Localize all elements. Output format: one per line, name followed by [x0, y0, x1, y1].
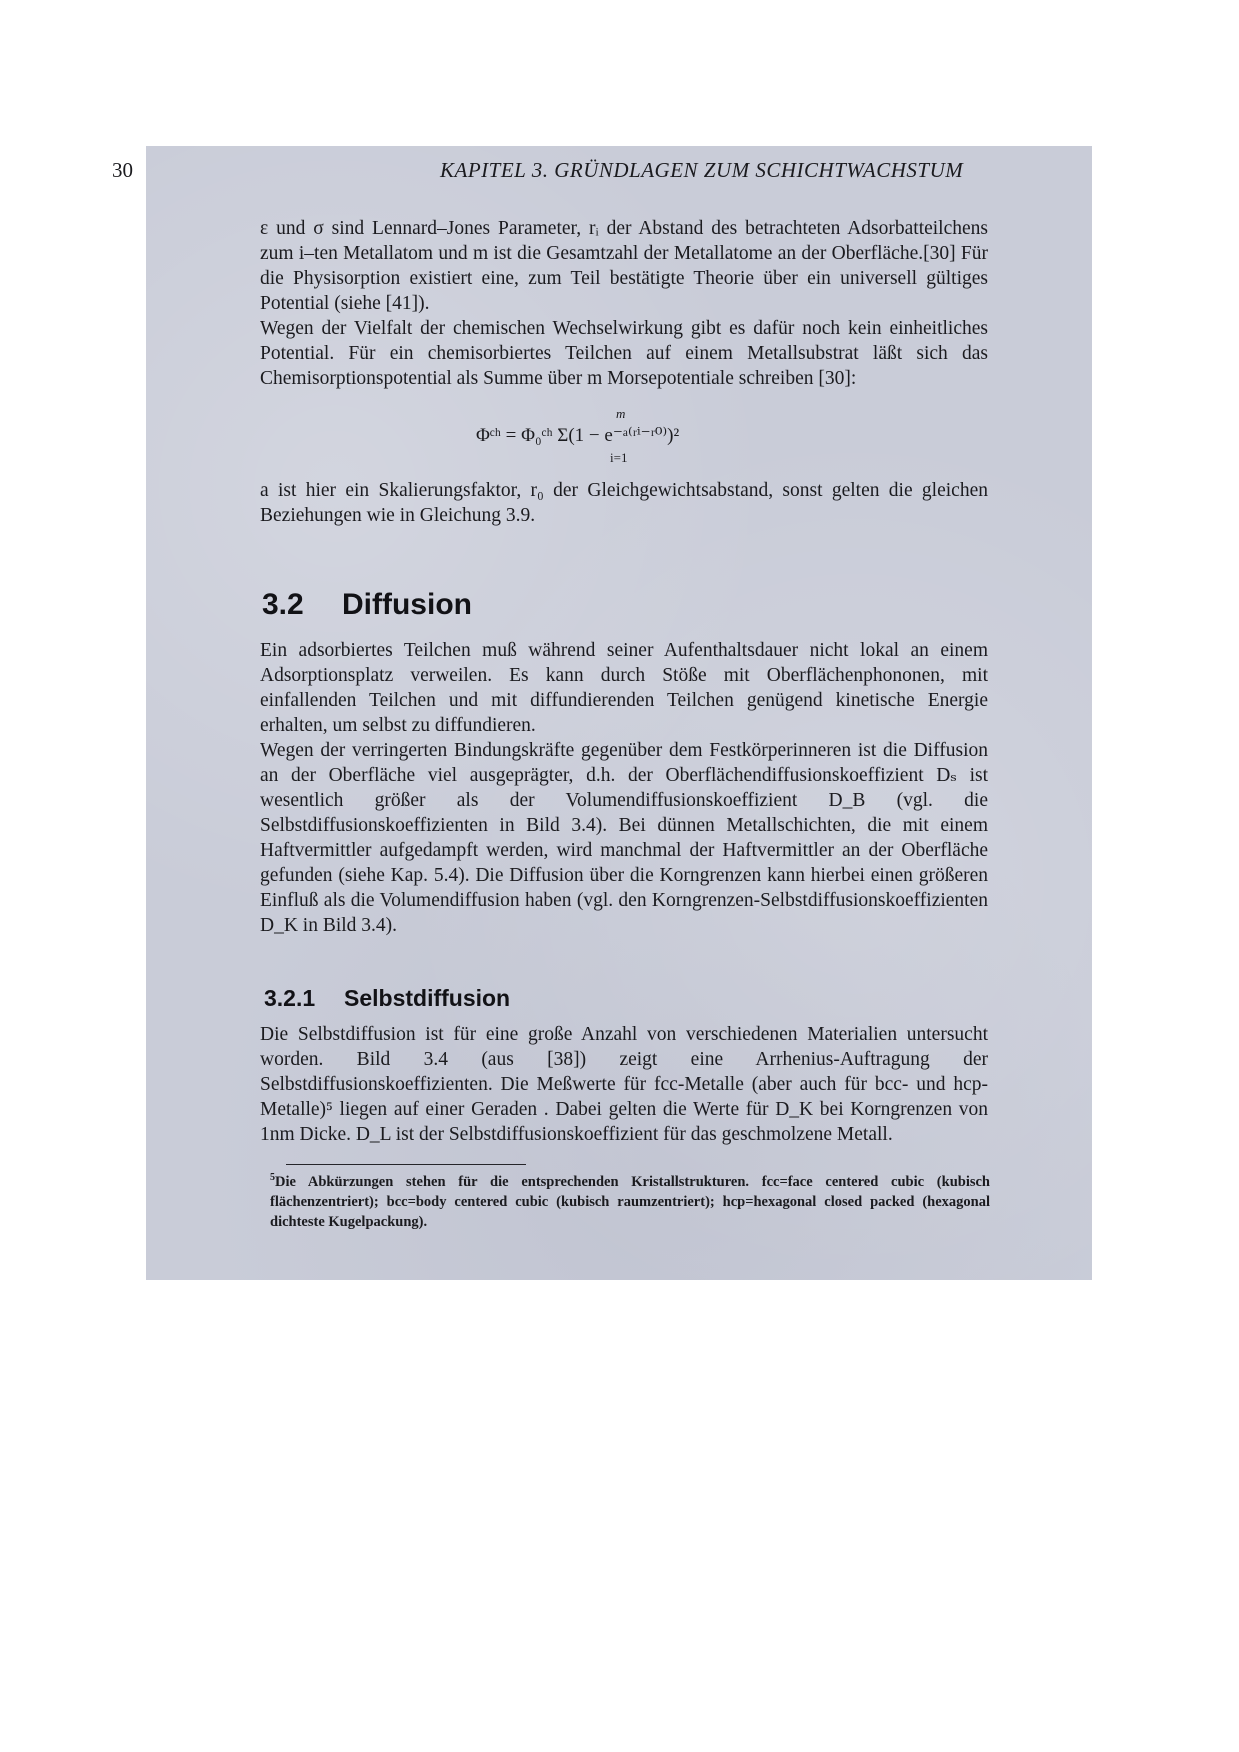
footnote-text: Die Abkürzungen stehen für die entsprechenden Kristallstrukturen. fcc=face centered cubic (kubisch flächenzentriert); bcc=body centered cubic (kubisch raumzentriert); hcp=hexagonal closed packed (hexagonal dichteste Kugelpackung).	[270, 1173, 990, 1230]
subsection-heading-selbstdiffusion	[264, 985, 510, 1012]
section-title: Diffusion	[342, 588, 472, 621]
subsection-number: 3.2.1	[264, 985, 316, 1011]
sum-lower-limit: i=1	[610, 450, 628, 465]
subsection-body	[260, 1022, 988, 1147]
subsection-paragraph-1: Die Selbstdiffusion ist für eine große Anzahl von verschiedenen Materialien untersucht worden. Bild 3.4 (aus [38]) zeigt eine Arrhenius-Auftragung der Selbstdiffusionskoeffizienten. Die Meßwerte für fcc-Metalle (aber auch für bcc- und hcp-Metalle)⁵ liegen auf einer Geraden . Dabei gelten die Werte für D_K bei Korngrenzen von 1nm Dicke. D_L ist der Selbstdiffusionskoeffizient für das geschmolzene Metall.	[260, 1024, 988, 1145]
subsection-title: Selbstdiffusion	[344, 985, 511, 1011]
section-paragraph-1: Ein adsorbiertes Teilchen muß während seiner Aufenthaltsdauer nicht lokal an einem Adsorptionsplatz verweilen. Es kann durch Stöße mit Oberflächenphononen, mit einfallenden Teilchen und mit diffundierenden Teilchen genügend kinetische Energie erhalten, um selbst zu diffundieren.	[260, 640, 988, 736]
intro-block	[260, 216, 988, 391]
after-formula-block	[260, 478, 988, 528]
intro-paragraph-2: Wegen der Vielfalt der chemischen Wechselwirkung gibt es dafür noch kein einheitliches Potential. Für ein chemisorbiertes Teilchen auf einem Metallsubstrat läßt sich das Chemisorptionspotential als Summe über m Morsepotentiale schreiben [30]:	[260, 318, 988, 389]
section-body	[260, 638, 988, 938]
intro-paragraph-1: ε und σ sind Lennard–Jones Parameter, rᵢ der Abstand des betrachteten Adsorbatteilchens zum i–ten Metallatom und m ist die Gesamtzahl der Metallatome an der Oberfläche.[30] Für die Physisorption existiert eine, zum Teil bestätigte Theorie über ein universell gültiges Potential (siehe [41]).	[260, 218, 988, 314]
chemisorption-formula	[476, 406, 836, 470]
section-heading-diffusion	[262, 588, 472, 622]
running-title: KAPITEL 3. GRÜNDLAGEN ZUM SCHICHTWACHSTUM	[440, 158, 964, 182]
section-number: 3.2	[262, 588, 304, 621]
footnote-marker: 5	[270, 1172, 275, 1183]
after-formula-paragraph: a ist hier ein Skalierungsfaktor, r₀ der Gleichgewichtsabstand, sonst gelten die gleichen Beziehungen wie in Gleichung 3.9.	[260, 480, 988, 526]
footnote	[270, 1168, 990, 1232]
footnote-separator	[286, 1164, 526, 1165]
page-number: 30	[112, 158, 133, 182]
section-paragraph-2: Wegen der verringerten Bindungskräfte gegenüber dem Festkörperinneren ist die Diffusion an der Oberfläche viel ausgeprägter, d.h. der Oberflächendiffusionskoeffizient Dₛ ist wesentlich größer als der Volumendiffusionskoeffizient D_B (vgl. die Selbstdiffusionskoeffizienten in Bild 3.4). Bei dünnen Metallschichten, die mit einem Haftvermittler aufgedampft werden, wird manchmal der Haftvermittler an der Oberfläche gefunden (siehe Kap. 5.4). Die Diffusion über die Korngrenzen kann hierbei einen größeren Einfluß als die Volumendiffusion haben (vgl. den Korngrenzen-Selbstdiffusionskoeffizienten D_K in Bild 3.4).	[260, 740, 988, 936]
sum-upper-limit: m	[616, 406, 626, 421]
formula-expression: Φᶜʰ = Φ₀ᶜʰ Σ(1 − e⁻ᵃ⁽ʳⁱ⁻ʳ⁰⁾)²	[476, 425, 680, 446]
